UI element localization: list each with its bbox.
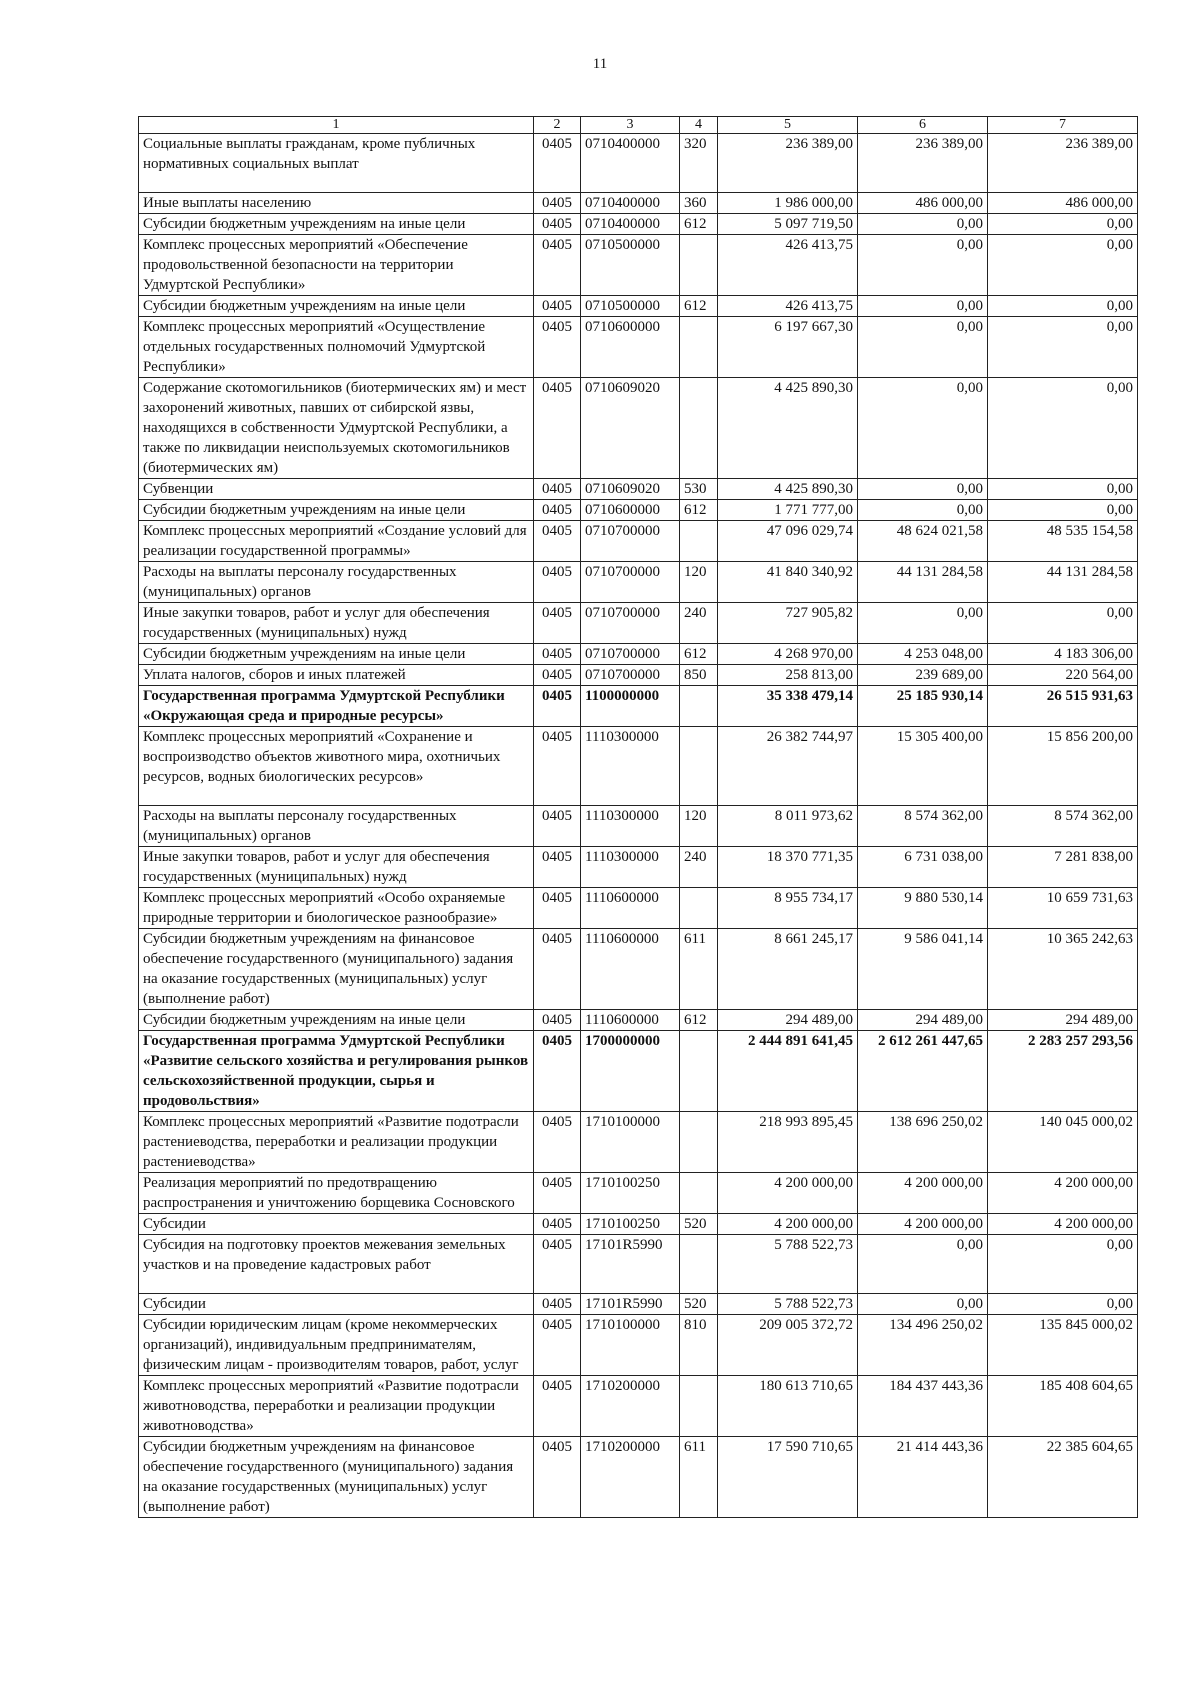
amount-col7-cell: 0,00 [988, 378, 1138, 479]
amount-col5-cell: 218 993 895,45 [718, 1112, 858, 1173]
amount-col5-cell: 4 425 890,30 [718, 479, 858, 500]
expense-type-cell: 850 [680, 665, 718, 686]
amount-col5-cell: 8 955 734,17 [718, 888, 858, 929]
amount-col6-cell: 8 574 362,00 [858, 806, 988, 847]
amount-col6-cell: 0,00 [858, 378, 988, 479]
amount-col7-cell: 0,00 [988, 296, 1138, 317]
amount-col7-cell: 15 856 200,00 [988, 727, 1138, 806]
amount-col6-cell: 9 880 530,14 [858, 888, 988, 929]
amount-col7-cell: 8 574 362,00 [988, 806, 1138, 847]
amount-col7-cell: 0,00 [988, 603, 1138, 644]
target-article-cell: 0710500000 [581, 235, 680, 296]
row-name-cell: Государственная программа Удмуртской Республики «Развитие сельского хозяйства и регулирования рынков сельскохозяйственной продукции, сырья и продовольствия» [139, 1031, 534, 1112]
column-header-row [139, 117, 1138, 134]
expense-type-cell: 520 [680, 1214, 718, 1235]
amount-col6-cell: 0,00 [858, 1294, 988, 1315]
row-name-cell: Расходы на выплаты персоналу государственных (муниципальных) органов [139, 562, 534, 603]
target-article-cell: 17101R5990 [581, 1294, 680, 1315]
section-code-cell: 0405 [534, 193, 581, 214]
table-row [139, 665, 1138, 686]
table-row [139, 521, 1138, 562]
expense-type-cell [680, 1112, 718, 1173]
section-code-cell: 0405 [534, 479, 581, 500]
section-code-cell: 0405 [534, 378, 581, 479]
row-name-cell: Субсидия на подготовку проектов межевания земельных участков и на проведение кадастровых работ [139, 1235, 534, 1294]
row-name-cell: Субсидии [139, 1294, 534, 1315]
table-row [139, 1315, 1138, 1376]
row-name-cell: Субсидии бюджетным учреждениям на иные цели [139, 214, 534, 235]
table-row [139, 644, 1138, 665]
target-article-cell: 0710500000 [581, 296, 680, 317]
target-article-cell: 1710200000 [581, 1437, 680, 1518]
table-row [139, 1112, 1138, 1173]
table-row [139, 888, 1138, 929]
amount-col6-cell: 138 696 250,02 [858, 1112, 988, 1173]
table-row [139, 134, 1138, 193]
row-name-cell: Реализация мероприятий по предотвращению распространения и уничтожению борщевика Сосновского [139, 1173, 534, 1214]
expense-type-cell: 520 [680, 1294, 718, 1315]
budget-table [138, 116, 1138, 1518]
row-name-cell: Субсидии бюджетным учреждениям на финансовое обеспечение государственного (муниципального) задания на оказание государственных (муниципальных) услуг (выполнение работ) [139, 929, 534, 1010]
target-article-cell: 0710700000 [581, 562, 680, 603]
column-header: 5 [718, 117, 858, 134]
amount-col5-cell: 8 661 245,17 [718, 929, 858, 1010]
target-article-cell: 1710100000 [581, 1112, 680, 1173]
amount-col6-cell: 25 185 930,14 [858, 686, 988, 727]
expense-type-cell: 612 [680, 500, 718, 521]
amount-col6-cell: 0,00 [858, 214, 988, 235]
row-name-cell: Субсидии бюджетным учреждениям на иные цели [139, 644, 534, 665]
amount-col5-cell: 236 389,00 [718, 134, 858, 193]
expense-type-cell: 240 [680, 847, 718, 888]
amount-col6-cell: 0,00 [858, 235, 988, 296]
target-article-cell: 1110300000 [581, 727, 680, 806]
amount-col5-cell: 18 370 771,35 [718, 847, 858, 888]
expense-type-cell: 810 [680, 1315, 718, 1376]
amount-col7-cell: 0,00 [988, 317, 1138, 378]
table-row [139, 847, 1138, 888]
target-article-cell: 0710700000 [581, 665, 680, 686]
row-name-cell: Государственная программа Удмуртской Республики «Окружающая среда и природные ресурсы» [139, 686, 534, 727]
amount-col6-cell: 184 437 443,36 [858, 1376, 988, 1437]
expense-type-cell [680, 888, 718, 929]
target-article-cell: 0710609020 [581, 479, 680, 500]
section-code-cell: 0405 [534, 727, 581, 806]
amount-col7-cell: 26 515 931,63 [988, 686, 1138, 727]
section-code-cell: 0405 [534, 888, 581, 929]
row-name-cell: Субсидии бюджетным учреждениям на иные цели [139, 296, 534, 317]
amount-col6-cell: 0,00 [858, 1235, 988, 1294]
row-name-cell: Иные закупки товаров, работ и услуг для обеспечения государственных (муниципальных) нужд [139, 603, 534, 644]
amount-col5-cell: 8 011 973,62 [718, 806, 858, 847]
amount-col5-cell: 1 771 777,00 [718, 500, 858, 521]
table-row [139, 1437, 1138, 1518]
row-name-cell: Субвенции [139, 479, 534, 500]
amount-col5-cell: 4 268 970,00 [718, 644, 858, 665]
table-row [139, 929, 1138, 1010]
amount-col5-cell: 6 197 667,30 [718, 317, 858, 378]
column-header: 3 [581, 117, 680, 134]
section-code-cell: 0405 [534, 317, 581, 378]
row-name-cell: Комплекс процессных мероприятий «Особо охраняемые природные территории и биологическое разнообразие» [139, 888, 534, 929]
row-name-cell: Субсидии бюджетным учреждениям на иные цели [139, 1010, 534, 1031]
target-article-cell: 0710700000 [581, 644, 680, 665]
expense-type-cell: 240 [680, 603, 718, 644]
row-name-cell: Субсидии [139, 1214, 534, 1235]
expense-type-cell: 612 [680, 214, 718, 235]
amount-col6-cell: 0,00 [858, 603, 988, 644]
amount-col5-cell: 258 813,00 [718, 665, 858, 686]
column-header: 2 [534, 117, 581, 134]
target-article-cell: 1710100250 [581, 1173, 680, 1214]
row-name-cell: Иные закупки товаров, работ и услуг для обеспечения государственных (муниципальных) нужд [139, 847, 534, 888]
row-name-cell: Расходы на выплаты персоналу государственных (муниципальных) органов [139, 806, 534, 847]
amount-col7-cell: 4 200 000,00 [988, 1214, 1138, 1235]
section-code-cell: 0405 [534, 1376, 581, 1437]
section-code-cell: 0405 [534, 1214, 581, 1235]
amount-col5-cell: 5 788 522,73 [718, 1235, 858, 1294]
amount-col7-cell: 236 389,00 [988, 134, 1138, 193]
amount-col6-cell: 48 624 021,58 [858, 521, 988, 562]
section-code-cell: 0405 [534, 1315, 581, 1376]
amount-col5-cell: 426 413,75 [718, 235, 858, 296]
target-article-cell: 1710100000 [581, 1315, 680, 1376]
table-row [139, 562, 1138, 603]
section-code-cell: 0405 [534, 806, 581, 847]
target-article-cell: 1700000000 [581, 1031, 680, 1112]
amount-col5-cell: 35 338 479,14 [718, 686, 858, 727]
expense-type-cell: 611 [680, 929, 718, 1010]
row-name-cell: Комплекс процессных мероприятий «Развитие подотрасли животноводства, переработки и реализации продукции животноводства» [139, 1376, 534, 1437]
amount-col5-cell: 2 444 891 641,45 [718, 1031, 858, 1112]
table-row [139, 317, 1138, 378]
column-header: 4 [680, 117, 718, 134]
table-row [139, 1214, 1138, 1235]
target-article-cell: 0710600000 [581, 317, 680, 378]
amount-col6-cell: 239 689,00 [858, 665, 988, 686]
amount-col7-cell: 185 408 604,65 [988, 1376, 1138, 1437]
expense-type-cell: 530 [680, 479, 718, 500]
amount-col7-cell: 4 183 306,00 [988, 644, 1138, 665]
section-code-cell: 0405 [534, 562, 581, 603]
target-article-cell: 1110300000 [581, 806, 680, 847]
amount-col5-cell: 5 788 522,73 [718, 1294, 858, 1315]
target-article-cell: 1110600000 [581, 888, 680, 929]
expense-type-cell [680, 686, 718, 727]
amount-col5-cell: 4 200 000,00 [718, 1214, 858, 1235]
section-code-cell: 0405 [534, 235, 581, 296]
table-row [139, 479, 1138, 500]
expense-type-cell: 120 [680, 562, 718, 603]
target-article-cell: 0710700000 [581, 521, 680, 562]
amount-col6-cell: 6 731 038,00 [858, 847, 988, 888]
table-row [139, 296, 1138, 317]
amount-col5-cell: 5 097 719,50 [718, 214, 858, 235]
amount-col7-cell: 22 385 604,65 [988, 1437, 1138, 1518]
amount-col7-cell: 10 365 242,63 [988, 929, 1138, 1010]
table-row [139, 727, 1138, 806]
section-code-cell: 0405 [534, 686, 581, 727]
amount-col5-cell: 41 840 340,92 [718, 562, 858, 603]
amount-col5-cell: 17 590 710,65 [718, 1437, 858, 1518]
amount-col6-cell: 4 200 000,00 [858, 1214, 988, 1235]
section-code-cell: 0405 [534, 603, 581, 644]
table-row [139, 1173, 1138, 1214]
expense-type-cell [680, 378, 718, 479]
amount-col7-cell: 220 564,00 [988, 665, 1138, 686]
table-row [139, 500, 1138, 521]
amount-col7-cell: 2 283 257 293,56 [988, 1031, 1138, 1112]
target-article-cell: 1110300000 [581, 847, 680, 888]
amount-col7-cell: 0,00 [988, 479, 1138, 500]
target-article-cell: 0710400000 [581, 214, 680, 235]
row-name-cell: Комплекс процессных мероприятий «Создание условий для реализации государственной программы» [139, 521, 534, 562]
row-name-cell: Комплекс процессных мероприятий «Сохранение и воспроизводство объектов животного мира, охотничьих ресурсов, водных биологических ресурсов» [139, 727, 534, 806]
amount-col7-cell: 135 845 000,02 [988, 1315, 1138, 1376]
amount-col6-cell: 0,00 [858, 296, 988, 317]
section-code-cell: 0405 [534, 1294, 581, 1315]
target-article-cell: 1710200000 [581, 1376, 680, 1437]
row-name-cell: Субсидии бюджетным учреждениям на финансовое обеспечение государственного (муниципального) задания на оказание государственных (муниципальных) услуг (выполнение работ) [139, 1437, 534, 1518]
table-row [139, 686, 1138, 727]
amount-col5-cell: 426 413,75 [718, 296, 858, 317]
amount-col6-cell: 21 414 443,36 [858, 1437, 988, 1518]
amount-col5-cell: 4 200 000,00 [718, 1173, 858, 1214]
table-row [139, 193, 1138, 214]
target-article-cell: 0710609020 [581, 378, 680, 479]
amount-col6-cell: 0,00 [858, 500, 988, 521]
target-article-cell: 1110600000 [581, 929, 680, 1010]
target-article-cell: 0710400000 [581, 134, 680, 193]
row-name-cell: Комплекс процессных мероприятий «Осуществление отдельных государственных полномочий Удмуртской Республики» [139, 317, 534, 378]
amount-col6-cell: 44 131 284,58 [858, 562, 988, 603]
section-code-cell: 0405 [534, 1031, 581, 1112]
amount-col7-cell: 7 281 838,00 [988, 847, 1138, 888]
section-code-cell: 0405 [534, 847, 581, 888]
amount-col7-cell: 0,00 [988, 235, 1138, 296]
amount-col5-cell: 180 613 710,65 [718, 1376, 858, 1437]
amount-col6-cell: 134 496 250,02 [858, 1315, 988, 1376]
amount-col6-cell: 2 612 261 447,65 [858, 1031, 988, 1112]
amount-col7-cell: 294 489,00 [988, 1010, 1138, 1031]
amount-col7-cell: 0,00 [988, 1294, 1138, 1315]
expense-type-cell [680, 521, 718, 562]
expense-type-cell: 612 [680, 296, 718, 317]
expense-type-cell: 612 [680, 1010, 718, 1031]
amount-col6-cell: 0,00 [858, 479, 988, 500]
section-code-cell: 0405 [534, 1173, 581, 1214]
amount-col7-cell: 4 200 000,00 [988, 1173, 1138, 1214]
section-code-cell: 0405 [534, 521, 581, 562]
expense-type-cell [680, 235, 718, 296]
expense-type-cell [680, 1235, 718, 1294]
section-code-cell: 0405 [534, 214, 581, 235]
expense-type-cell [680, 1376, 718, 1437]
page-number: 11 [592, 56, 608, 72]
amount-col6-cell: 9 586 041,14 [858, 929, 988, 1010]
row-name-cell: Социальные выплаты гражданам, кроме публичных нормативных социальных выплат [139, 134, 534, 193]
expense-type-cell: 320 [680, 134, 718, 193]
amount-col7-cell: 44 131 284,58 [988, 562, 1138, 603]
target-article-cell: 17101R5990 [581, 1235, 680, 1294]
column-header: 1 [139, 117, 534, 134]
target-article-cell: 0710600000 [581, 500, 680, 521]
amount-col5-cell: 26 382 744,97 [718, 727, 858, 806]
section-code-cell: 0405 [534, 1010, 581, 1031]
expense-type-cell [680, 1031, 718, 1112]
expense-type-cell [680, 317, 718, 378]
amount-col7-cell: 140 045 000,02 [988, 1112, 1138, 1173]
section-code-cell: 0405 [534, 500, 581, 521]
target-article-cell: 1100000000 [581, 686, 680, 727]
section-code-cell: 0405 [534, 929, 581, 1010]
row-name-cell: Иные выплаты населению [139, 193, 534, 214]
section-code-cell: 0405 [534, 644, 581, 665]
amount-col6-cell: 4 253 048,00 [858, 644, 988, 665]
row-name-cell: Уплата налогов, сборов и иных платежей [139, 665, 534, 686]
section-code-cell: 0405 [534, 134, 581, 193]
table-row [139, 378, 1138, 479]
table-row [139, 1010, 1138, 1031]
row-name-cell: Содержание скотомогильников (биотермических ям) и мест захоронений животных, павших от сибирской язвы, находящихся в собственности Удмуртской Республики, а также по ликвидации неиспользуемых скотомогильников (биотермических ям) [139, 378, 534, 479]
expense-type-cell: 612 [680, 644, 718, 665]
table-row [139, 1294, 1138, 1315]
amount-col6-cell: 236 389,00 [858, 134, 988, 193]
section-code-cell: 0405 [534, 1112, 581, 1173]
amount-col7-cell: 48 535 154,58 [988, 521, 1138, 562]
target-article-cell: 1110600000 [581, 1010, 680, 1031]
row-name-cell: Субсидии юридическим лицам (кроме некоммерческих организаций), индивидуальным предпринимателям, физическим лицам - производителям товаров, работ, услуг [139, 1315, 534, 1376]
amount-col7-cell: 0,00 [988, 1235, 1138, 1294]
amount-col5-cell: 4 425 890,30 [718, 378, 858, 479]
target-article-cell: 1710100250 [581, 1214, 680, 1235]
amount-col6-cell: 294 489,00 [858, 1010, 988, 1031]
section-code-cell: 0405 [534, 665, 581, 686]
amount-col7-cell: 10 659 731,63 [988, 888, 1138, 929]
amount-col5-cell: 1 986 000,00 [718, 193, 858, 214]
expense-type-cell: 120 [680, 806, 718, 847]
amount-col6-cell: 15 305 400,00 [858, 727, 988, 806]
table-row [139, 1376, 1138, 1437]
amount-col7-cell: 0,00 [988, 500, 1138, 521]
amount-col6-cell: 4 200 000,00 [858, 1173, 988, 1214]
amount-col6-cell: 486 000,00 [858, 193, 988, 214]
table-row [139, 1235, 1138, 1294]
amount-col7-cell: 486 000,00 [988, 193, 1138, 214]
expense-type-cell [680, 727, 718, 806]
expense-type-cell: 360 [680, 193, 718, 214]
column-header: 6 [858, 117, 988, 134]
table-row [139, 603, 1138, 644]
table-row [139, 806, 1138, 847]
amount-col5-cell: 294 489,00 [718, 1010, 858, 1031]
table-row [139, 1031, 1138, 1112]
section-code-cell: 0405 [534, 296, 581, 317]
target-article-cell: 0710700000 [581, 603, 680, 644]
table-row [139, 214, 1138, 235]
amount-col5-cell: 209 005 372,72 [718, 1315, 858, 1376]
amount-col6-cell: 0,00 [858, 317, 988, 378]
column-header: 7 [988, 117, 1138, 134]
expense-type-cell [680, 1173, 718, 1214]
expense-type-cell: 611 [680, 1437, 718, 1518]
row-name-cell: Субсидии бюджетным учреждениям на иные цели [139, 500, 534, 521]
amount-col5-cell: 47 096 029,74 [718, 521, 858, 562]
table-row [139, 235, 1138, 296]
section-code-cell: 0405 [534, 1437, 581, 1518]
section-code-cell: 0405 [534, 1235, 581, 1294]
row-name-cell: Комплекс процессных мероприятий «Обеспечение продовольственной безопасности на территории Удмуртской Республики» [139, 235, 534, 296]
row-name-cell: Комплекс процессных мероприятий «Развитие подотрасли растениеводства, переработки и реализации продукции растениеводства» [139, 1112, 534, 1173]
target-article-cell: 0710400000 [581, 193, 680, 214]
amount-col5-cell: 727 905,82 [718, 603, 858, 644]
amount-col7-cell: 0,00 [988, 214, 1138, 235]
